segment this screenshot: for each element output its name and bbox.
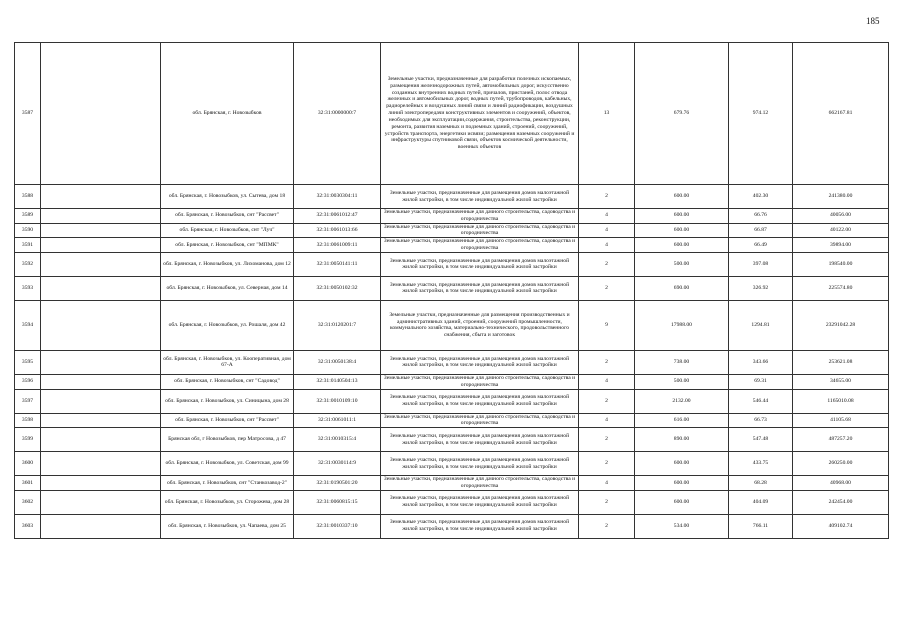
address-cell: обл. Брянская, г. Новозыбков, ул. Синицына, дом 28 xyxy=(161,389,294,413)
table-row xyxy=(15,350,889,374)
row-number-cell: 3598 xyxy=(15,413,41,428)
cadastral-value-cell: 23291042.28 xyxy=(793,300,889,350)
address-cell: обл. Брянская, г. Новозыбков, снт "Садовод" xyxy=(161,374,294,389)
area-cell: 547.48 xyxy=(729,428,793,452)
area-cell: 326.92 xyxy=(729,276,793,300)
cadastral-value-cell: 40056.00 xyxy=(793,209,889,224)
address-cell: обл. Брянская, г. Новозыбков, снт "Рассвет" xyxy=(161,413,294,428)
cadastral-value-cell: 1165010.08 xyxy=(793,389,889,413)
row-number-cell: 3601 xyxy=(15,476,41,491)
empty-cell xyxy=(41,185,161,209)
cadastral-number-cell: 32:31:0000000:7 xyxy=(294,43,381,185)
cadastral-number-cell: 32:31:0061012:47 xyxy=(294,209,381,224)
table-body xyxy=(15,43,889,539)
land-purpose-cell: Земельные участки, предназначенные для размещения домов малоэтажной жилой застройки, в том числе индивидуальной жилой застройки xyxy=(381,276,579,300)
land-purpose-cell: Земельные участки, предназначенные для дачного строительства, садоводства и огородничества xyxy=(381,374,579,389)
address-cell: обл. Брянская, г. Новозыбков, ул. Чапаева, дом 25 xyxy=(161,514,294,538)
rate-cell: 600.00 xyxy=(635,490,729,514)
empty-cell xyxy=(41,350,161,374)
cadastral-value-cell: 39894.00 xyxy=(793,238,889,253)
row-number-cell: 3599 xyxy=(15,428,41,452)
group-cell: 4 xyxy=(579,413,635,428)
cadastral-number-cell: 32:31:0010315:4 xyxy=(294,428,381,452)
table-row xyxy=(15,413,889,428)
rate-cell: 600.00 xyxy=(635,452,729,476)
cadastral-number-cell: 32:31:0060815:15 xyxy=(294,490,381,514)
address-cell: обл. Брянская, г. Новозыбков, ул. Сытева, дом 18 xyxy=(161,185,294,209)
table-row xyxy=(15,185,889,209)
row-number-cell: 3596 xyxy=(15,374,41,389)
area-cell: 66.49 xyxy=(729,238,793,253)
area-cell: 546.44 xyxy=(729,389,793,413)
table-row xyxy=(15,43,889,185)
land-purpose-cell: Земельные участки, предназначенные для размещения домов малоэтажной жилой застройки, в том числе индивидуальной жилой застройки xyxy=(381,490,579,514)
table-row xyxy=(15,428,889,452)
address-cell: Брянская обл, г Новозыбков, пер Матросова, д 47 xyxy=(161,428,294,452)
rate-cell: 500.00 xyxy=(635,374,729,389)
empty-cell xyxy=(41,452,161,476)
land-purpose-cell: Земельные участки, предназначенные для дачного строительства, садоводства и огородничества xyxy=(381,223,579,238)
land-purpose-cell: Земельные участки, предназначенные для дачного строительства, садоводства и огородничества xyxy=(381,209,579,224)
land-purpose-cell: Земельные участки, предназначенные для размещения домов малоэтажной жилой застройки, в том числе индивидуальной жилой застройки xyxy=(381,185,579,209)
group-cell: 2 xyxy=(579,428,635,452)
address-cell: обл. Брянская, г. Новозыбков, ул. Рошаля, дом 42 xyxy=(161,300,294,350)
address-cell: обл. Брянская, г. Новозыбков, ул. Лихоманова, дом 12 xyxy=(161,252,294,276)
address-cell: обл. Брянская, г. Новозыбков xyxy=(161,43,294,185)
land-purpose-cell: Земельные участки, предназначенные для размещения производственных и административных зданий, строений, сооружений промышленности, коммунального хозяйства, материально-технического, продовольственного снабжения, сбыта и заготовок xyxy=(381,300,579,350)
group-cell: 4 xyxy=(579,374,635,389)
row-number-cell: 3603 xyxy=(15,514,41,538)
group-cell: 2 xyxy=(579,514,635,538)
area-cell: 402.30 xyxy=(729,185,793,209)
row-number-cell: 3595 xyxy=(15,350,41,374)
group-cell: 2 xyxy=(579,185,635,209)
cadastral-number-cell: 32:31:0050138:4 xyxy=(294,350,381,374)
land-purpose-cell: Земельные участки, предназначенные для дачного строительства, садоводства и огородничества xyxy=(381,413,579,428)
land-purpose-cell: Земельные участки, предназначенные для дачного строительства, садоводства и огородничества xyxy=(381,238,579,253)
cadastral-value-cell: 41105.68 xyxy=(793,413,889,428)
area-cell: 974.12 xyxy=(729,43,793,185)
table-row xyxy=(15,452,889,476)
table-row xyxy=(15,374,889,389)
area-cell: 433.75 xyxy=(729,452,793,476)
land-registry-table xyxy=(14,42,889,539)
cadastral-value-cell: 198540.00 xyxy=(793,252,889,276)
row-number-cell: 3593 xyxy=(15,276,41,300)
area-cell: 68.28 xyxy=(729,476,793,491)
cadastral-value-cell: 242454.00 xyxy=(793,490,889,514)
row-number-cell: 3588 xyxy=(15,185,41,209)
rate-cell: 690.00 xyxy=(635,276,729,300)
empty-cell xyxy=(41,389,161,413)
area-cell: 397.08 xyxy=(729,252,793,276)
table-row xyxy=(15,300,889,350)
land-purpose-cell: Земельные участки, предназначенные для размещения домов малоэтажной жилой застройки, в том числе индивидуальной жилой застройки xyxy=(381,252,579,276)
land-purpose-cell: Земельные участки, предназначенные для размещения домов малоэтажной жилой застройки, в том числе индивидуальной жилой застройки xyxy=(381,514,579,538)
table-row xyxy=(15,490,889,514)
area-cell: 404.09 xyxy=(729,490,793,514)
address-cell: обл. Брянская, г. Новозыбков, снт "Рассвет" xyxy=(161,209,294,224)
empty-cell xyxy=(41,252,161,276)
empty-cell xyxy=(41,276,161,300)
address-cell: обл. Брянская, г. Новозыбков, снт "Луч" xyxy=(161,223,294,238)
group-cell: 2 xyxy=(579,276,635,300)
cadastral-number-cell: 32:31:0030114:9 xyxy=(294,452,381,476)
rate-cell: 534.00 xyxy=(635,514,729,538)
cadastral-value-cell: 40122.00 xyxy=(793,223,889,238)
area-cell: 66.87 xyxy=(729,223,793,238)
cadastral-value-cell: 662167.81 xyxy=(793,43,889,185)
group-cell: 2 xyxy=(579,452,635,476)
row-number-cell: 3597 xyxy=(15,389,41,413)
row-number-cell: 3600 xyxy=(15,452,41,476)
cadastral-number-cell: 32:31:0010337:10 xyxy=(294,514,381,538)
empty-cell xyxy=(41,43,161,185)
row-number-cell: 3602 xyxy=(15,490,41,514)
empty-cell xyxy=(41,514,161,538)
cadastral-value-cell: 409102.74 xyxy=(793,514,889,538)
area-cell: 69.31 xyxy=(729,374,793,389)
cadastral-number-cell: 32:31:0061011:1 xyxy=(294,413,381,428)
group-cell: 2 xyxy=(579,490,635,514)
empty-cell xyxy=(41,490,161,514)
land-purpose-cell: Земельные участки, предназначенные для размещения домов малоэтажной жилой застройки, в том числе индивидуальной жилой застройки xyxy=(381,452,579,476)
table-row xyxy=(15,209,889,224)
group-cell: 2 xyxy=(579,252,635,276)
empty-cell xyxy=(41,223,161,238)
cadastral-value-cell: 487257.20 xyxy=(793,428,889,452)
rate-cell: 2132.00 xyxy=(635,389,729,413)
row-number-cell: 3589 xyxy=(15,209,41,224)
rate-cell: 600.00 xyxy=(635,476,729,491)
empty-cell xyxy=(41,428,161,452)
area-cell: 66.76 xyxy=(729,209,793,224)
empty-cell xyxy=(41,300,161,350)
cadastral-value-cell: 34655.00 xyxy=(793,374,889,389)
cadastral-number-cell: 32:31:0120201:7 xyxy=(294,300,381,350)
group-cell: 4 xyxy=(579,209,635,224)
address-cell: обл. Брянская, г. Новозыбков, снт "Станкозавод-2" xyxy=(161,476,294,491)
area-cell: 66.73 xyxy=(729,413,793,428)
area-cell: 1294.81 xyxy=(729,300,793,350)
row-number-cell: 3594 xyxy=(15,300,41,350)
rate-cell: 679.76 xyxy=(635,43,729,185)
rate-cell: 17988.00 xyxy=(635,300,729,350)
cadastral-number-cell: 32:31:0140504:13 xyxy=(294,374,381,389)
table-row xyxy=(15,276,889,300)
table-row xyxy=(15,238,889,253)
address-cell: обл. Брянская, г. Новозыбков, ул. Сторожева, дом 28 xyxy=(161,490,294,514)
rate-cell: 600.00 xyxy=(635,238,729,253)
rate-cell: 500.00 xyxy=(635,252,729,276)
area-cell: 766.11 xyxy=(729,514,793,538)
cadastral-value-cell: 241380.00 xyxy=(793,185,889,209)
cadastral-number-cell: 32:31:0050141:11 xyxy=(294,252,381,276)
cadastral-value-cell: 225574.80 xyxy=(793,276,889,300)
row-number-cell: 3591 xyxy=(15,238,41,253)
cadastral-number-cell: 32:31:0061013:66 xyxy=(294,223,381,238)
empty-cell xyxy=(41,209,161,224)
cadastral-value-cell: 40968.00 xyxy=(793,476,889,491)
group-cell: 9 xyxy=(579,300,635,350)
row-number-cell: 3590 xyxy=(15,223,41,238)
rate-cell: 600.00 xyxy=(635,223,729,238)
group-cell: 2 xyxy=(579,350,635,374)
cadastral-number-cell: 32:31:0190501:20 xyxy=(294,476,381,491)
table-row xyxy=(15,389,889,413)
rate-cell: 616.00 xyxy=(635,413,729,428)
rate-cell: 738.00 xyxy=(635,350,729,374)
group-cell: 4 xyxy=(579,476,635,491)
table-row xyxy=(15,223,889,238)
group-cell: 2 xyxy=(579,389,635,413)
empty-cell xyxy=(41,374,161,389)
land-purpose-cell: Земельные участки, предназначенные для размещения домов малоэтажной жилой застройки, в том числе индивидуальной жилой застройки xyxy=(381,350,579,374)
group-cell: 4 xyxy=(579,238,635,253)
group-cell: 4 xyxy=(579,223,635,238)
rate-cell: 600.00 xyxy=(635,209,729,224)
area-cell: 343.66 xyxy=(729,350,793,374)
table-row xyxy=(15,476,889,491)
empty-cell xyxy=(41,413,161,428)
group-cell: 13 xyxy=(579,43,635,185)
land-purpose-cell: Земельные участки, предназначенные для размещения домов малоэтажной жилой застройки, в том числе индивидуальной жилой застройки xyxy=(381,428,579,452)
table-row xyxy=(15,252,889,276)
rate-cell: 890.00 xyxy=(635,428,729,452)
land-purpose-cell: Земельные участки, предназначенные для размещения домов малоэтажной жилой застройки, в том числе индивидуальной жилой застройки xyxy=(381,389,579,413)
empty-cell xyxy=(41,476,161,491)
land-purpose-cell: Земельные участки, предназначенные для разработки полезных ископаемых, размещения железнодорожных путей, автомобильных дорог, искусственно созданных внутренних водных путей, причалов, пристаней, полос отвода железных и автомобильных дорог, водных путей, трубопроводов, кабельных, радиорелейных и воздушных линий связи и линий радиофикации, воздушных линий электропередачи конструктивных элементов и сооружений, объектов, необходимых для эксплуатации,содержания, строительства, реконструкции, ремонта, развития наземных и подземных зданий, строений, сооружений, устройств транспорта, энергетики исвязи; размещения наземных сооружений и инфраструктуры спутниковой связи, объектов космической деятельности, военных объектов xyxy=(381,43,579,185)
cadastral-number-cell: 32:31:0050102:32 xyxy=(294,276,381,300)
address-cell: обл. Брянская, г. Новозыбков, ул. Северная, дом 14 xyxy=(161,276,294,300)
cadastral-value-cell: 253621.08 xyxy=(793,350,889,374)
row-number-cell: 3592 xyxy=(15,252,41,276)
address-cell: обл. Брянская, г. Новозыбков, ул. Кооперативная, дом 67-А xyxy=(161,350,294,374)
row-number-cell: 3587 xyxy=(15,43,41,185)
cadastral-number-cell: 32:31:0061009:11 xyxy=(294,238,381,253)
land-purpose-cell: Земельные участки, предназначенные для дачного строительства, садоводства и огородничества xyxy=(381,476,579,491)
cadastral-number-cell: 32:31:0030304:11 xyxy=(294,185,381,209)
page-number: 185 xyxy=(866,16,880,26)
rate-cell: 600.00 xyxy=(635,185,729,209)
cadastral-value-cell: 260250.00 xyxy=(793,452,889,476)
address-cell: обл. Брянская, г. Новозыбков, ул. Советская, дом 99 xyxy=(161,452,294,476)
address-cell: обл. Брянская, г. Новозыбков, снт "МПМК" xyxy=(161,238,294,253)
empty-cell xyxy=(41,238,161,253)
table-row xyxy=(15,514,889,538)
cadastral-number-cell: 32:31:0010109:10 xyxy=(294,389,381,413)
